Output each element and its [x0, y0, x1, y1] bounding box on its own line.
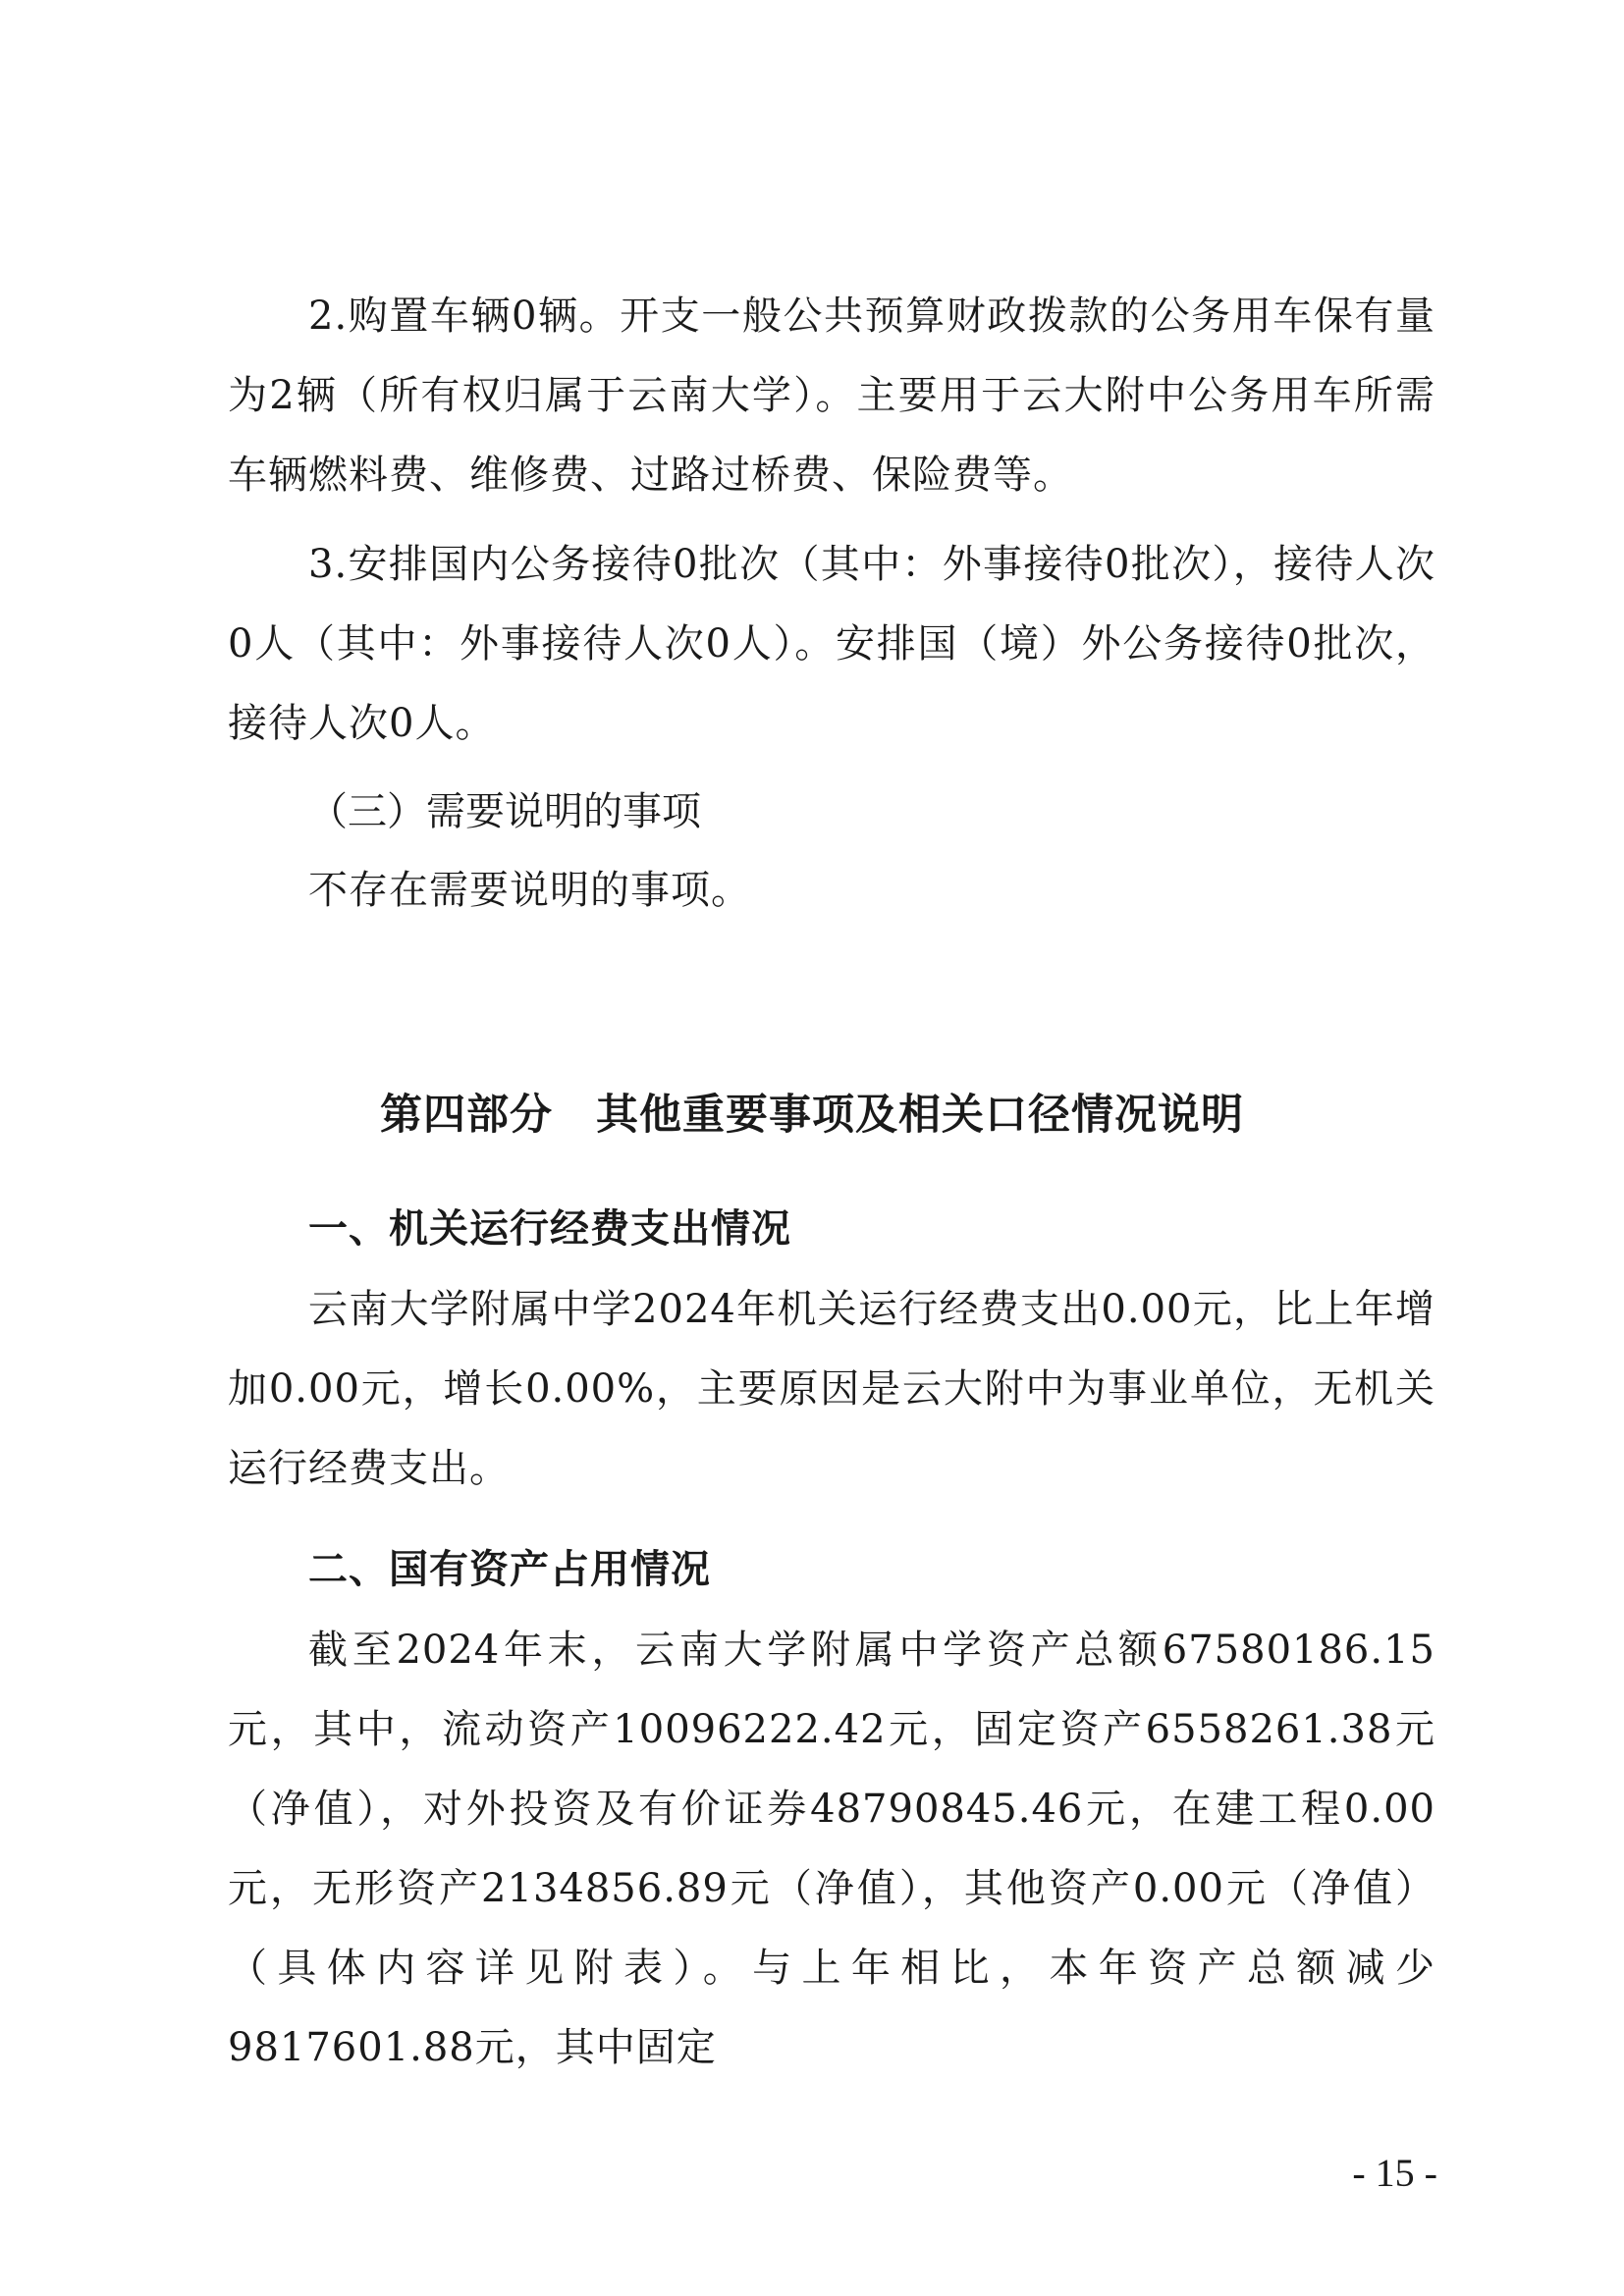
- heading-operating-expenses: 一、机关运行经费支出情况: [308, 1206, 791, 1252]
- subheading-items-to-explain: （三）需要说明的事项: [308, 789, 701, 834]
- part-title: 第四部分 其他重要事项及相关口径情况说明: [380, 1091, 1244, 1140]
- paragraph-operating-expenses: 云南大学附属中学2024年机关运行经费支出0.00元，比上年增加0.00元，增长0.00%，主要原因是云大附中为事业单位，无机关运行经费支出。: [228, 1287, 1435, 1491]
- page-number: - 15 -: [1352, 2151, 1437, 2195]
- heading-state-assets: 二、国有资产占用情况: [308, 1547, 711, 1592]
- paragraph-vehicle-purchase: 2.购置车辆0辆。开支一般公共预算财政拨款的公务用车保有量为2辆（所有权归属于云南大学）。主要用于云大附中公务用车所需车辆燃料费、维修费、过路过桥费、保险费等。: [228, 294, 1435, 498]
- paragraph-official-reception: 3.安排国内公务接待0批次（其中：外事接待0批次），接待人次0人（其中：外事接待人次0人）。安排国（境）外公务接待0批次，接待人次0人。: [228, 542, 1435, 746]
- paragraph-no-items: 不存在需要说明的事项。: [308, 868, 751, 913]
- paragraph-state-assets: 截至2024年末，云南大学附属中学资产总额67580186.15元，其中，流动资产10096222.42元，固定资产6558261.38元（净值），对外投资及有价证券48790845.46元，在建工程0.00元，无形资产2134856.89元（净值），其他资产0.00元（净值）（具体内容详见附表）。与上年相比，本年资产总额减少9817601.88元，其中固定: [228, 1628, 1435, 2070]
